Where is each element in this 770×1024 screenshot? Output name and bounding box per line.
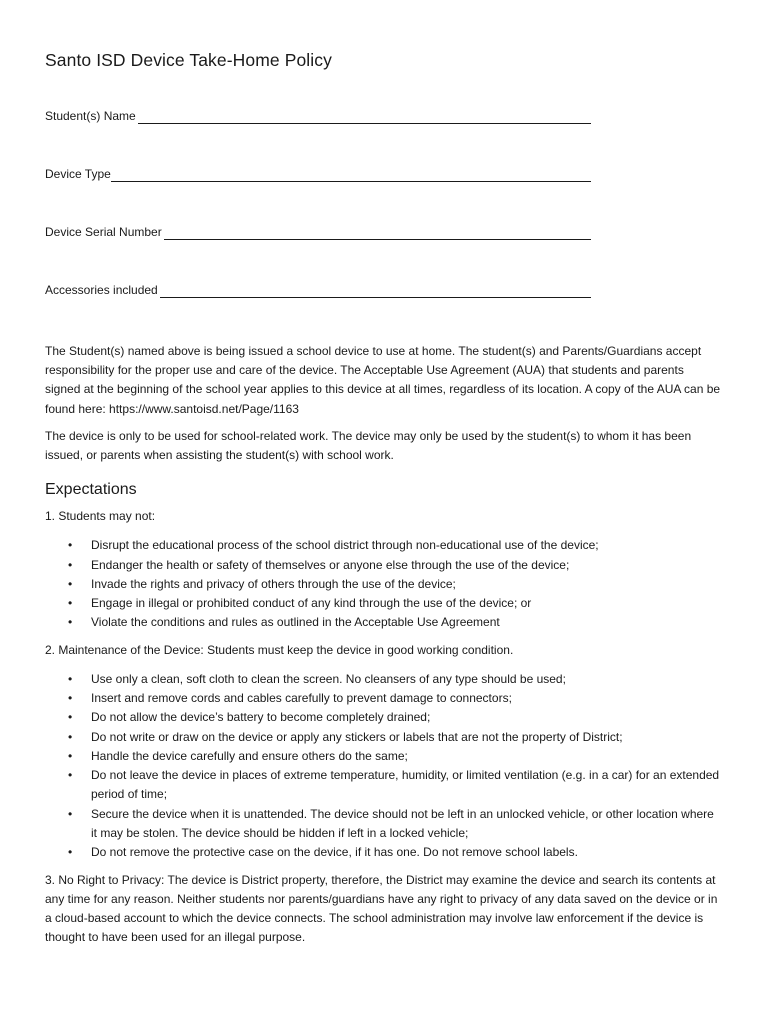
bullet-icon: • [68,710,73,725]
list-item [45,613,721,632]
list-item-text: Insert and remove cords and cables carefully to prevent damage to connectors; [91,691,512,705]
student-name-label: Student(s) Name [45,109,136,123]
bullet-icon: • [68,806,73,821]
list-item-text: Do not allow the device’s battery to become completely drained; [91,710,431,725]
list-item-text: Violate the conditions and rules as outlined in the Acceptable Use Agreement [91,615,500,630]
document-title: Santo ISD Device Take-Home Policy [45,50,332,70]
list-item-text: Endanger the health or safety of themselves or anyone else through the use of the device; [91,557,570,572]
bullet-icon: • [68,729,73,744]
list-item-text: Disrupt the educational process of the school district through non-educational use of the device; [91,538,599,553]
bullet-icon: • [68,768,73,783]
student-name-blank-line[interactable] [138,110,591,124]
device-type-field[interactable] [45,166,591,182]
device-type-blank-line[interactable] [111,168,591,182]
list-item [45,670,721,689]
bullet-icon: • [68,748,73,763]
intro-paragraph-responsibility: The Student(s) named above is being issued a school device to use at home. The student(s) and Parents/Guardians accept responsibility for the proper use and care of the device. The Acceptable Use Agreement (AUA) that students and parents signed at the beginning of the school year applies to this device at all times, regardless of its location. A copy of the AUA can be found here: https://www.santoisd.net/Page/1163 [45,344,721,416]
bullet-icon: • [68,538,73,553]
accessories-blank-line[interactable] [160,284,591,298]
section-1-title: 1. Students may not: [45,509,156,524]
student-name-field[interactable] [45,108,591,124]
list-item-text: Invade the rights and privacy of others through the use of the device; [91,576,456,591]
device-type-label: Device Type [45,167,111,181]
list-item [45,766,721,805]
bullet-icon: • [68,576,73,591]
device-serial-number-field[interactable] [45,224,591,240]
section-2-list [45,670,720,863]
list-item [45,536,721,555]
intro-paragraph-usage: The device is only to be used for school-related work. The device may only be used by the student(s) to whom it has been issued, or parents when assisting the student(s) with school work. [45,428,692,463]
list-item [45,556,721,575]
list-item-text: Do not leave the device in places of extreme temperature, humidity, or limited ventilation (e.g. in a car) for an extended period of time; [91,768,720,802]
form-fields [45,108,710,298]
list-item-text: Engage in illegal or prohibited conduct of any kind through the use of the device; or [91,596,532,611]
list-item-text: Do not remove the protective case on the device, if it has one. Do not remove school labels. [91,845,578,860]
bullet-icon: • [68,615,73,630]
bullet-icon: • [68,671,73,686]
list-item [45,575,721,594]
list-item-text: Do not write or draw on the device or apply any stickers or labels that are not the property of District; [91,729,623,744]
list-item [45,728,721,747]
list-item [45,747,721,766]
device-serial-number-label: Device Serial Number [45,225,162,239]
list-item [45,843,721,862]
list-item-text: Use only a clean, soft cloth to clean the screen. No cleansers of any type should be used; [91,671,566,686]
list-item [45,689,721,708]
list-item [45,708,721,727]
bullet-icon: • [68,596,73,611]
section-1-list [45,536,710,632]
bullet-icon: • [68,845,73,860]
section-3-privacy-text: 3. No Right to Privacy: The device is District property, therefore, the District may examine the device and search its contents at any time for any reason. Neither students nor parents/guardians have any right to privacy of any data saved on the device or in a cloud-based account to which the device connects. The school administration may involve law enforcement if the device is thought to have been used for an illegal purpose. [45,872,718,944]
bullet-icon: • [68,691,73,705]
bullet-icon: • [68,557,73,572]
section-2-title: 2. Maintenance of the Device: Students must keep the device in good working condition. [45,642,514,657]
accessories-label: Accessories included [45,283,158,297]
list-item [45,805,721,844]
list-item-text: Secure the device when it is unattended. The device should not be left in an unlocked vehicle, or other location where it may be stolen. The device should be hidden if left in a locked vehicle; [91,806,714,841]
list-item [45,594,721,613]
expectations-heading: Expectations [45,481,137,499]
list-item-text: Handle the device carefully and ensure others do the same; [91,748,408,763]
device-serial-number-blank-line[interactable] [164,226,591,240]
accessories-field[interactable] [45,282,591,298]
